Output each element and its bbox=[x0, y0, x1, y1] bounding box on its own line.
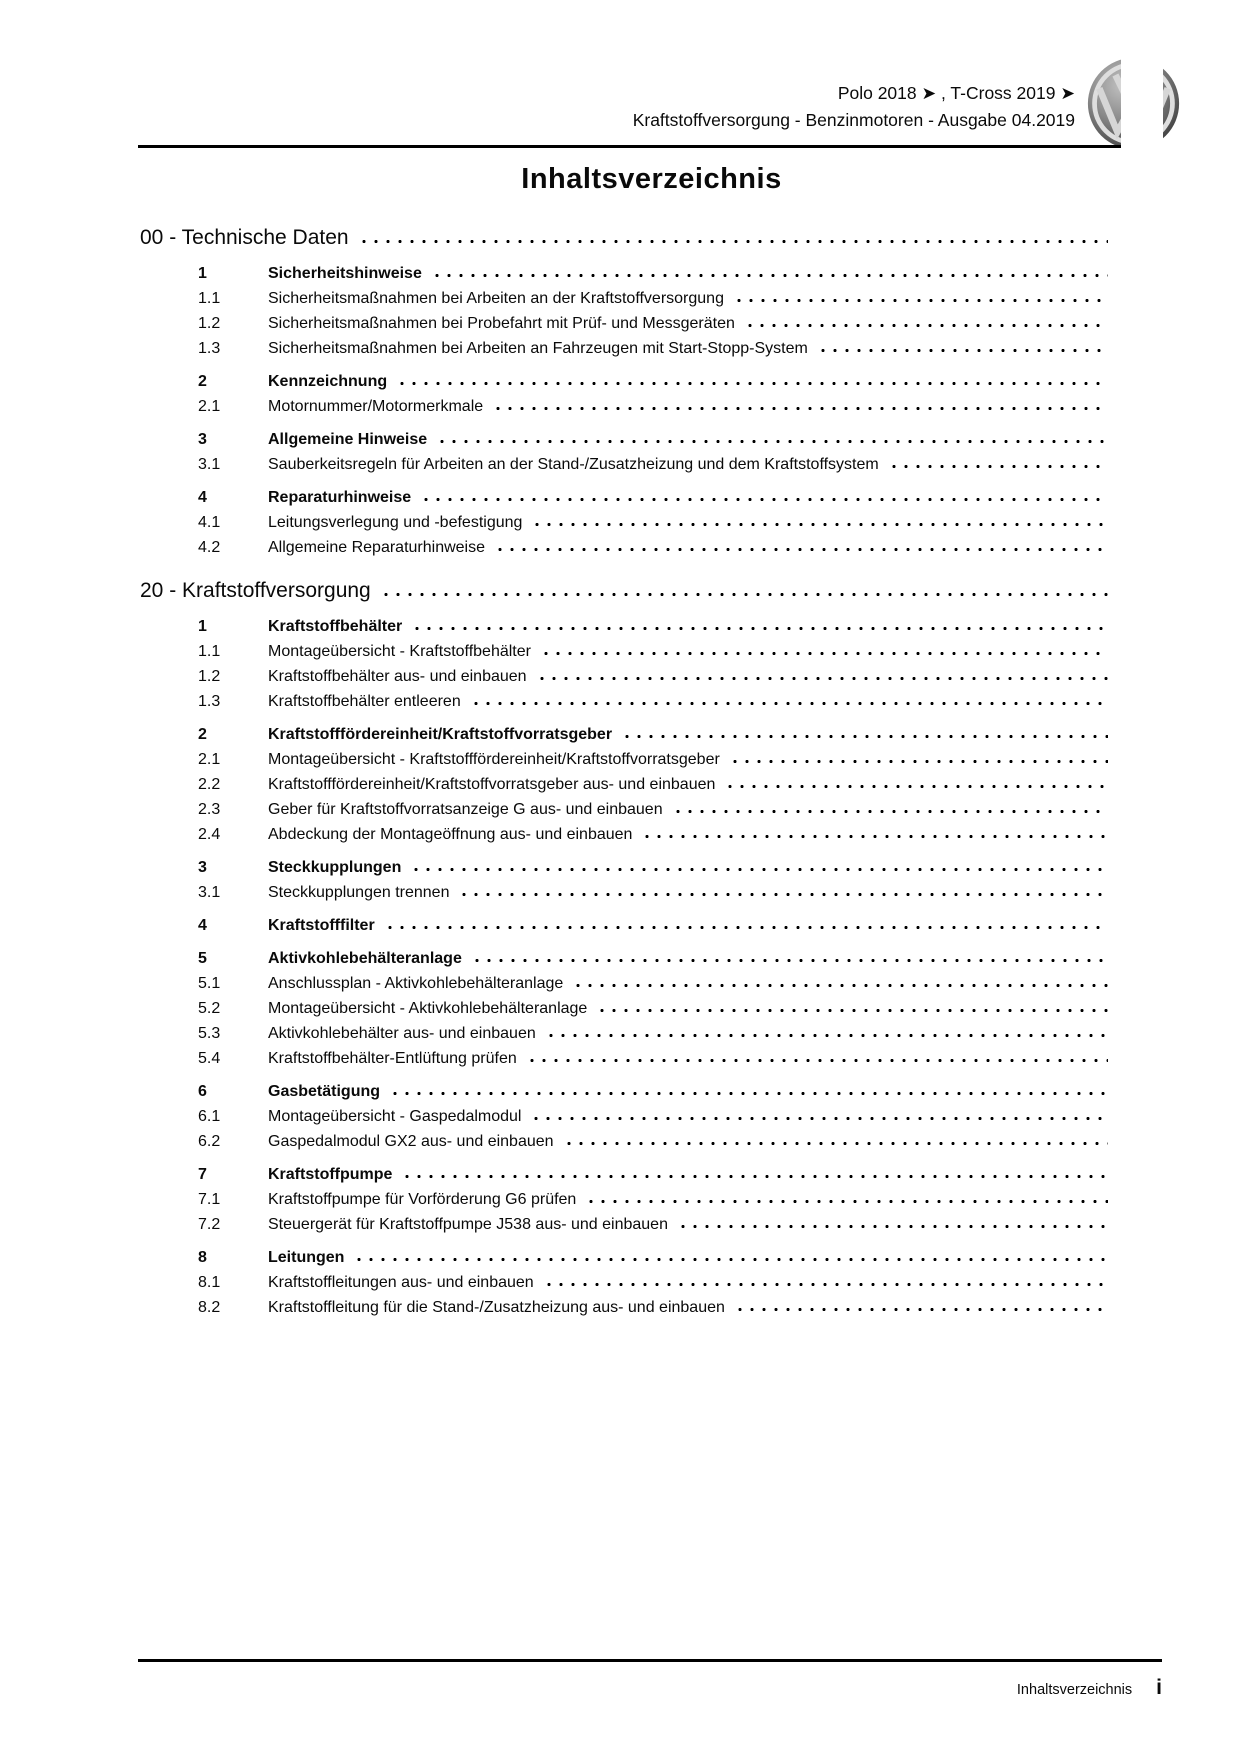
dot-leader bbox=[458, 877, 1108, 902]
chapter-label: 20 - Kraftstoffversorgung bbox=[140, 579, 371, 602]
dot-leader bbox=[563, 1126, 1108, 1151]
section-number: 2.4 bbox=[198, 826, 221, 843]
section-title: Allgemeine Hinweise bbox=[268, 431, 428, 448]
section-number: 7.1 bbox=[198, 1191, 221, 1208]
section-title: Gaspedalmodul GX2 aus- und einbauen bbox=[268, 1133, 554, 1150]
section-title: Leitungen bbox=[268, 1249, 345, 1266]
page-footer bbox=[138, 1659, 1162, 1700]
dot-leader bbox=[585, 1184, 1108, 1209]
dot-leader bbox=[540, 636, 1108, 661]
toc-section-row bbox=[140, 1209, 1163, 1234]
toc-section-row bbox=[140, 852, 1163, 877]
dot-leader bbox=[389, 1076, 1108, 1101]
section-number: 1.3 bbox=[198, 693, 221, 710]
section-title: Gasbetätigung bbox=[268, 1083, 381, 1100]
section-title: Kraftstoffbehälter-Entlüftung prüfen bbox=[268, 1050, 517, 1067]
toc-section-row bbox=[140, 1184, 1163, 1209]
dot-leader bbox=[380, 572, 1108, 603]
dot-leader bbox=[411, 611, 1108, 636]
section-title: Montageübersicht - Gaspedalmodul bbox=[268, 1108, 522, 1125]
dot-leader bbox=[621, 719, 1108, 744]
toc-section-row bbox=[140, 1126, 1163, 1151]
section-title: Kraftstoffleitung für die Stand-/Zusatzheizung aus- und einbauen bbox=[268, 1299, 725, 1316]
toc-section-row bbox=[140, 283, 1163, 308]
section-title: Sicherheitsmaßnahmen bei Arbeiten an der Kraftstoffversorgung bbox=[268, 290, 724, 307]
header-model-line: Polo 2018 ➤ , T-Cross 2019 ➤ bbox=[837, 83, 1075, 103]
section-number: 5.1 bbox=[198, 975, 221, 992]
toc-section-row bbox=[140, 611, 1163, 636]
section-number: 2.1 bbox=[198, 398, 221, 415]
section-title: Allgemeine Reparaturhinweise bbox=[268, 539, 486, 556]
dot-leader bbox=[531, 507, 1108, 532]
footer-page-number: i bbox=[1156, 1676, 1162, 1699]
section-number: 3 bbox=[198, 859, 207, 876]
dot-leader bbox=[817, 333, 1108, 358]
section-title: Leitungsverlegung und -befestigung bbox=[268, 514, 523, 531]
dot-leader bbox=[494, 532, 1108, 557]
dot-leader bbox=[470, 686, 1108, 711]
toc-section-row bbox=[140, 769, 1163, 794]
dot-leader bbox=[384, 910, 1108, 935]
page-header bbox=[633, 80, 1075, 134]
section-title: Sicherheitsmaßnahmen bei Probefahrt mit Prüf- und Messgeräten bbox=[268, 315, 735, 332]
toc-section-row bbox=[140, 1076, 1163, 1101]
section-title: Sicherheitsmaßnahmen bei Arbeiten an Fahrzeugen mit Start-Stopp-System bbox=[268, 340, 808, 357]
toc-section-row bbox=[140, 1242, 1163, 1267]
section-title: Steuergerät für Kraftstoffpumpe J538 aus- und einbauen bbox=[268, 1216, 668, 1233]
section-title: Abdeckung der Montageöffnung aus- und einbauen bbox=[268, 826, 633, 843]
dot-leader bbox=[436, 424, 1108, 449]
dot-leader bbox=[420, 482, 1108, 507]
toc-section-row bbox=[140, 819, 1163, 844]
section-title: Sicherheitshinweise bbox=[268, 265, 422, 282]
toc bbox=[140, 219, 1163, 1317]
toc-section-row bbox=[140, 943, 1163, 968]
dot-leader bbox=[410, 852, 1108, 877]
section-number: 3 bbox=[198, 431, 207, 448]
section-number: 2 bbox=[198, 373, 207, 390]
section-number: 5.4 bbox=[198, 1050, 221, 1067]
dot-leader bbox=[543, 1267, 1108, 1292]
toc-section-row bbox=[140, 507, 1163, 532]
dot-leader bbox=[431, 258, 1108, 283]
dot-leader bbox=[572, 968, 1108, 993]
section-number: 1.1 bbox=[198, 643, 221, 660]
section-title: Kraftstoffleitungen aus- und einbauen bbox=[268, 1274, 534, 1291]
toc-section-row bbox=[140, 661, 1163, 686]
dot-leader bbox=[744, 308, 1108, 333]
section-number: 1.1 bbox=[198, 290, 221, 307]
toc-section-row bbox=[140, 1018, 1163, 1043]
page-title: Inhaltsverzeichnis bbox=[521, 163, 782, 195]
section-number: 1.3 bbox=[198, 340, 221, 357]
toc-section-row bbox=[140, 636, 1163, 661]
section-title: Montageübersicht - Aktivkohlebehälteranlage bbox=[268, 1000, 588, 1017]
section-number: 2.1 bbox=[198, 751, 221, 768]
section-number: 3.1 bbox=[198, 456, 221, 473]
section-number: 1 bbox=[198, 265, 207, 282]
section-number: 1 bbox=[198, 618, 207, 635]
section-number: 8.2 bbox=[198, 1299, 221, 1316]
dot-leader bbox=[353, 1242, 1108, 1267]
toc-section-row bbox=[140, 424, 1163, 449]
section-number: 6.2 bbox=[198, 1133, 221, 1150]
toc-section-row bbox=[140, 1159, 1163, 1184]
section-title: Montageübersicht - Kraftstofffördereinheit/Kraftstoffvorratsgeber bbox=[268, 751, 720, 768]
section-page-number bbox=[1121, 0, 1163, 1317]
section-number: 1.2 bbox=[198, 315, 221, 332]
toc-section-row bbox=[140, 686, 1163, 711]
section-number: 8 bbox=[198, 1249, 207, 1266]
section-number: 2.3 bbox=[198, 801, 221, 818]
toc-section-row bbox=[140, 910, 1163, 935]
dot-leader bbox=[724, 769, 1108, 794]
section-number: 5.3 bbox=[198, 1025, 221, 1042]
section-number: 8.1 bbox=[198, 1274, 221, 1291]
toc-section-row bbox=[140, 449, 1163, 474]
section-number: 2.2 bbox=[198, 776, 221, 793]
dot-leader bbox=[677, 1209, 1108, 1234]
chapter-label: 00 - Technische Daten bbox=[140, 226, 349, 249]
dot-leader bbox=[641, 819, 1108, 844]
section-number: 4 bbox=[198, 917, 207, 934]
dot-leader bbox=[401, 1159, 1108, 1184]
toc-section-row bbox=[140, 532, 1163, 557]
header-subject-line: Kraftstoffversorgung - Benzinmotoren - Ausgabe 04.2019 bbox=[632, 110, 1075, 130]
dot-leader bbox=[358, 219, 1108, 250]
dot-leader bbox=[596, 993, 1108, 1018]
toc-section-row bbox=[140, 719, 1163, 744]
section-title: Motornummer/Motormerkmale bbox=[268, 398, 484, 415]
section-title: Kraftstoffbehälter bbox=[268, 618, 403, 635]
section-title: Steckkupplungen trennen bbox=[268, 884, 450, 901]
toc-section-row bbox=[140, 1043, 1163, 1068]
dot-leader bbox=[530, 1101, 1108, 1126]
section-number: 4.2 bbox=[198, 539, 221, 556]
section-number: 5.2 bbox=[198, 1000, 221, 1017]
section-title: Kraftstoffbehälter aus- und einbauen bbox=[268, 668, 527, 685]
dot-leader bbox=[396, 366, 1108, 391]
dot-leader bbox=[492, 391, 1108, 416]
section-number: 6 bbox=[198, 1083, 207, 1100]
toc-section-row bbox=[140, 258, 1163, 283]
section-number: 4 bbox=[198, 489, 207, 506]
dot-leader bbox=[888, 449, 1108, 474]
toc-section-row bbox=[140, 1267, 1163, 1292]
section-title: Reparaturhinweise bbox=[268, 489, 412, 506]
toc-section-row bbox=[140, 993, 1163, 1018]
footer-section-label: Inhaltsverzeichnis bbox=[1016, 1682, 1133, 1698]
section-title: Geber für Kraftstoffvorratsanzeige G aus- und einbauen bbox=[268, 801, 663, 818]
section-number: 2 bbox=[198, 726, 207, 743]
dot-leader bbox=[672, 794, 1108, 819]
toc-chapter-row bbox=[140, 572, 1163, 603]
dot-leader bbox=[729, 744, 1108, 769]
section-number: 6.1 bbox=[198, 1108, 221, 1125]
section-title: Aktivkohlebehälter aus- und einbauen bbox=[268, 1025, 536, 1042]
toc-section-row bbox=[140, 482, 1163, 507]
toc-section-row bbox=[140, 1101, 1163, 1126]
toc-section-row bbox=[140, 366, 1163, 391]
toc-section-row bbox=[140, 744, 1163, 769]
section-title: Anschlussplan - Aktivkohlebehälteranlage bbox=[268, 975, 564, 992]
dot-leader bbox=[734, 1292, 1108, 1317]
toc-section-row bbox=[140, 333, 1163, 358]
header-rule bbox=[138, 145, 1162, 148]
section-number: 7.2 bbox=[198, 1216, 221, 1233]
section-title: Kraftstoffpumpe bbox=[268, 1166, 393, 1183]
toc-chapter-row bbox=[140, 219, 1163, 250]
section-title: Sauberkeitsregeln für Arbeiten an der Stand-/Zusatzheizung und dem Kraftstoffsystem bbox=[268, 456, 879, 473]
section-number: 4.1 bbox=[198, 514, 221, 531]
section-title: Kraftstoffbehälter entleeren bbox=[268, 693, 461, 710]
toc-section-row bbox=[140, 877, 1163, 902]
section-number: 1.2 bbox=[198, 668, 221, 685]
section-title: Kraftstofffördereinheit/Kraftstoffvorratsgeber aus- und einbauen bbox=[268, 776, 716, 793]
dot-leader bbox=[471, 943, 1108, 968]
section-title: Steckkupplungen bbox=[268, 859, 402, 876]
section-number: 5 bbox=[198, 950, 207, 967]
section-title: Montageübersicht - Kraftstoffbehälter bbox=[268, 643, 531, 660]
section-title: Kennzeichnung bbox=[268, 373, 388, 390]
dot-leader bbox=[545, 1018, 1108, 1043]
section-title: Kraftstofffördereinheit/Kraftstoffvorratsgeber bbox=[268, 726, 613, 743]
footer-rule bbox=[138, 1659, 1162, 1662]
toc-section-row bbox=[140, 968, 1163, 993]
section-number: 3.1 bbox=[198, 884, 221, 901]
section-title: Aktivkohlebehälteranlage bbox=[268, 950, 462, 967]
toc-section-row bbox=[140, 794, 1163, 819]
section-title: Kraftstofffilter bbox=[268, 917, 375, 934]
toc-section-row bbox=[140, 1292, 1163, 1317]
toc-section-row bbox=[140, 308, 1163, 333]
dot-leader bbox=[526, 1043, 1108, 1068]
toc-section-row bbox=[140, 391, 1163, 416]
dot-leader bbox=[536, 661, 1108, 686]
section-title: Kraftstoffpumpe für Vorförderung G6 prüfen bbox=[268, 1191, 577, 1208]
section-number: 7 bbox=[198, 1166, 207, 1183]
dot-leader bbox=[733, 283, 1108, 308]
